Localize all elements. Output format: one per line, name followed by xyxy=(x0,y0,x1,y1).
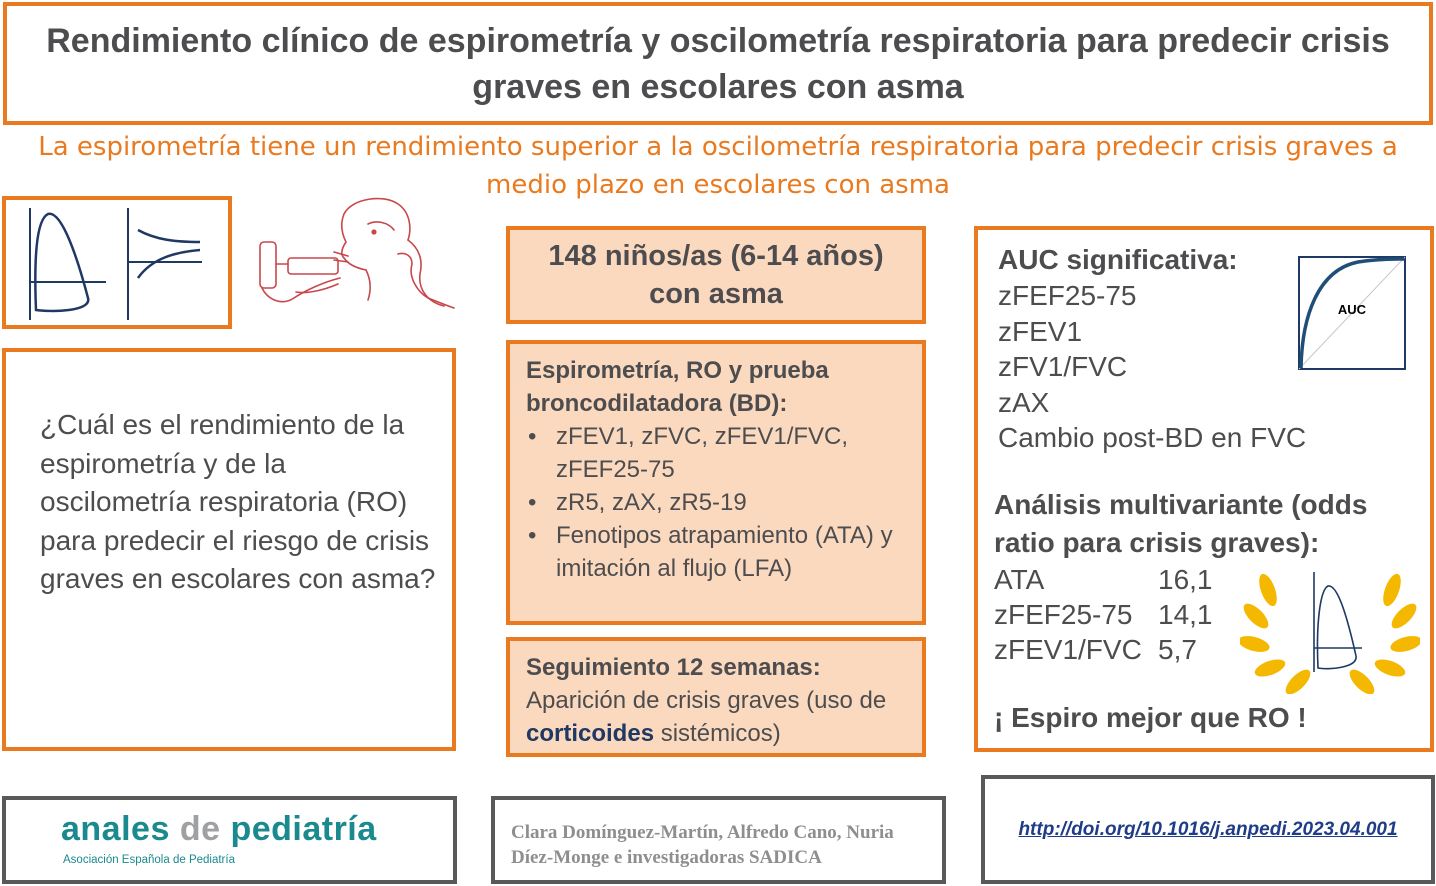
odds-ratio-name: ATA xyxy=(994,564,1045,595)
followup-text: Aparición de crisis graves (uso de corticoides sistémicos) xyxy=(526,687,887,747)
key-message: La espirometría tiene un rendimiento superior a la oscilometría respiratoria para predecir crisis graves a medio plazo en escolares con asma xyxy=(38,132,1398,200)
odds-ratio-row xyxy=(994,632,1213,667)
journal-subtitle: Asociación Española de Pediatría xyxy=(63,854,235,866)
methods-item: • zFEV1, zFVC, zFEV1/FVC, zFEF25-75 xyxy=(526,420,916,486)
auc-item: zFV1/FVC xyxy=(998,351,1128,382)
journal-logo: anales de pediatría xyxy=(61,810,377,848)
conclusion: ¡ Espiro mejor que RO ! xyxy=(994,702,1307,733)
laurel-wreath-icon xyxy=(1240,564,1420,694)
participants-box xyxy=(506,226,926,324)
followup-highlight: corticoides xyxy=(526,720,655,747)
methods-heading: Espirometría, RO y prueba broncodilatadora (BD): xyxy=(526,357,829,417)
participants-count: 148 niños/as (6-14 años) xyxy=(548,240,884,272)
multivariate-heading: Análisis multivariante (odds ratio para crisis graves): xyxy=(994,489,1368,558)
journal-logo-box xyxy=(2,796,457,884)
spirometry-curves-panel xyxy=(2,196,232,329)
research-question-box xyxy=(2,348,456,751)
doi-link[interactable]: http://doi.org/10.1016/j.anpedi.2023.04.001 xyxy=(1018,818,1398,840)
odds-ratio-name: zFEV1/FVC xyxy=(994,634,1142,665)
odds-ratio-value: 5,7 xyxy=(1158,634,1197,665)
spirometry-curves-icon xyxy=(6,200,228,325)
auc-chart-label: AUC xyxy=(1337,302,1367,317)
odds-ratio-value: 16,1 xyxy=(1158,564,1213,595)
followup-box xyxy=(506,637,926,757)
participants-condition: con asma xyxy=(649,278,783,310)
results-box xyxy=(974,226,1434,752)
odds-ratio-name: zFEF25-75 xyxy=(994,599,1133,630)
authors-box xyxy=(491,796,946,884)
odds-ratio-row xyxy=(994,562,1213,597)
methods-box xyxy=(506,340,926,625)
auc-item: zFEF25-75 xyxy=(998,280,1137,311)
methods-item: • Fenotipos atrapamiento (ATA) y imitación al flujo (LFA) xyxy=(526,519,916,585)
auc-item: zAX xyxy=(998,386,1050,418)
research-question: ¿Cuál es el rendimiento de la espirometría y de la oscilometría respiratoria (RO) para predecir el riesgo de crisis graves en escolares con asma? xyxy=(40,409,436,594)
odds-ratio-value: 14,1 xyxy=(1158,599,1213,630)
authors: Clara Domínguez-Martín, Alfredo Cano, Nuria Díez-Monge e investigadoras SADICA xyxy=(511,822,894,868)
title-box xyxy=(3,2,1433,125)
auc-item: zFEV1 xyxy=(998,315,1083,347)
child-inhaler-illustration xyxy=(248,194,460,318)
auc-heading: AUC significativa: xyxy=(998,244,1238,275)
odds-ratio-row xyxy=(994,597,1213,632)
methods-item: • zR5, zAX, zR5-19 xyxy=(526,486,916,519)
auc-item: Cambio post-BD en FVC xyxy=(998,422,1307,453)
roc-curve-icon xyxy=(1298,256,1406,370)
followup-heading: Seguimiento 12 semanas: xyxy=(526,654,821,681)
page-title: Rendimiento clínico de espirometría y oscilometría respiratoria para predecir crisis graves en escolares con asma xyxy=(46,21,1390,106)
doi-box xyxy=(981,775,1435,884)
